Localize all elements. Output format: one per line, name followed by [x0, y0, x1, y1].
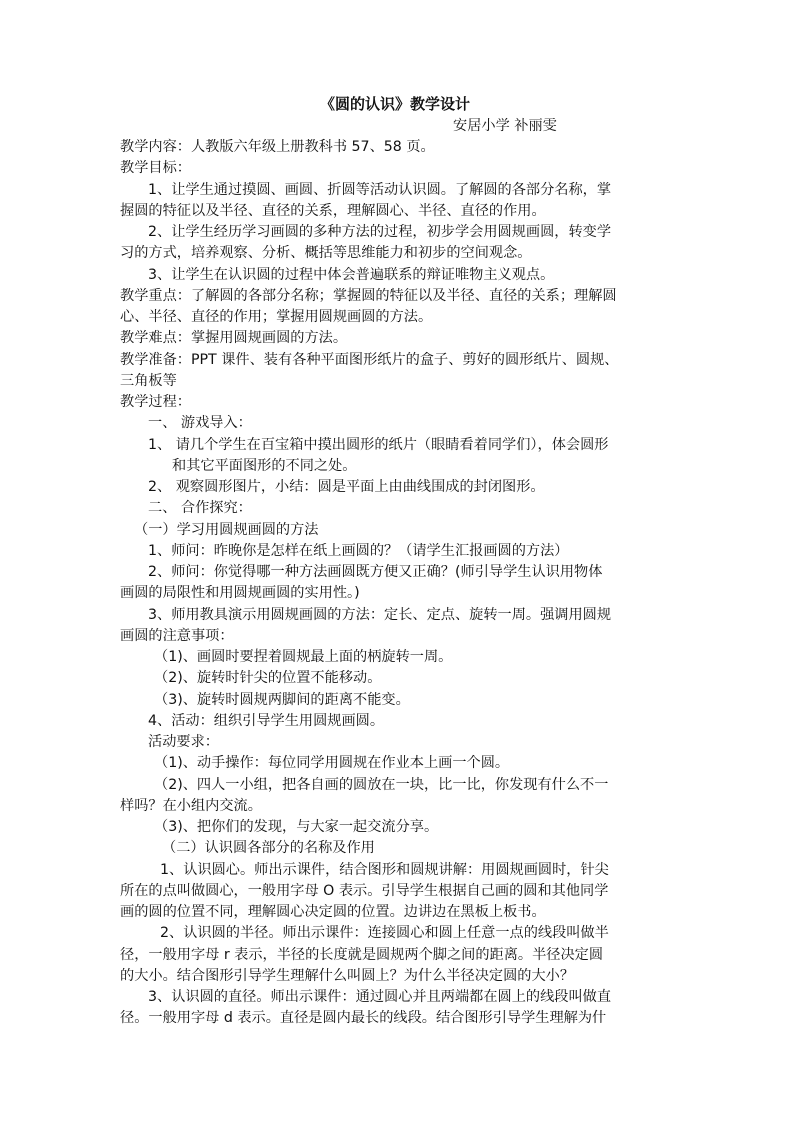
requirement-2-line-1: （2)、四人一小组，把各自画的圆放在一块，比一比，你发现有什么不一: [154, 777, 609, 793]
requirement-3: （3)、把你们的发现，与大家一起交流分享。: [154, 819, 439, 835]
goal-2-line-2: 习的方式，培养观察、分析、概括等思维能力和初步的空间观念。: [120, 245, 532, 261]
preparation-line-2: 三角板等: [120, 373, 177, 389]
note-1: （1)、画圆时要捏着圆规最上面的柄旋转一周。: [154, 649, 453, 665]
requirement-2-line-2: 样吗？在小组内交流。: [120, 798, 262, 814]
preparation-line-1: 教学准备：PPT 课件、装有各种平面图形纸片的盒子、剪好的圆形纸片、圆规、: [120, 352, 619, 368]
goal-3: 3、让学生在认识圆的过程中体会普遍联系的辩证唯物主义观点。: [148, 267, 555, 283]
activity-requirements-heading: 活动要求：: [148, 734, 219, 750]
part-1-item-2-line-1: 2、师问：你觉得哪一种方法画圆既方便又正确？(师引导学生认识用物体: [148, 564, 603, 580]
author-line: 安居小学 补丽雯: [453, 118, 557, 134]
part-1-item-2-line-2: 画圆的局限性和用圆规画圆的实用性。): [120, 585, 360, 601]
part-2-item-1-line-2: 所在的点叫做圆心，一般用字母 O 表示。引导学生根据自己画的圆和其他同学: [120, 883, 609, 899]
part-1-item-3-line-1: 3、师用教具演示用圆规画圆的方法：定长、定点、旋转一周。强调用圆规: [148, 607, 612, 623]
part-2-heading: （二）认识圆各部分的名称及作用: [162, 840, 375, 856]
section-1-heading: 一、 游戏导入：: [148, 415, 252, 431]
part-2-item-1-line-1: 1、认识圆心。师出示课件，结合图形和圆规讲解：用圆规画圆时，针尖: [160, 862, 609, 878]
part-2-item-3-line-1: 3、认识圆的直径。师出示课件：通过圆心并且两端都在圆上的线段叫做直: [148, 989, 612, 1005]
goal-1-line-2: 握圆的特征以及半径、直径的关系，理解圆心、半径、直径的作用。: [120, 203, 546, 219]
part-2-item-1-line-3: 画的圆的位置不同，理解圆心决定圆的位置。边讲边在黑板上板书。: [120, 904, 546, 920]
goals-heading: 教学目标：: [120, 160, 191, 176]
part-2-item-2-line-2: 径，一般用字母 r 表示，半径的长度就是圆规两个脚之间的距离。半径决定圆: [120, 947, 604, 963]
teaching-content: 教学内容：人教版六年级上册教科书 57、58 页。: [120, 139, 435, 155]
part-2-item-2-line-1: 2、认识圆的半径。师出示课件：连接圆心和圆上任意一点的线段叫做半: [160, 925, 609, 941]
part-1-item-4: 4、活动：组织引导学生用圆规画圆。: [148, 713, 385, 729]
key-points-line-2: 心、半径、直径的作用；掌握用圆规画圆的方法。: [120, 309, 433, 325]
part-2-item-3-line-2: 径。一般用字母 d 表示。直径是圆内最长的线段。结合图形引导学生理解为什: [120, 1010, 607, 1026]
section-1-item-1-line-1: 1、 请几个学生在百宝箱中摸出圆形的纸片（眼睛看着同学们），体会圆形: [148, 437, 609, 453]
document-title: 《圆的认识》教学设计: [320, 95, 471, 113]
note-2: （2)、旋转时针尖的位置不能移动。: [154, 670, 382, 686]
note-3: （3)、旋转时圆规两脚间的距离不能变。: [154, 692, 410, 708]
part-1-item-3-line-2: 画圆的注意事项：: [120, 628, 234, 644]
part-2-item-2-line-3: 的大小。结合图形引导学生理解什么叫圆上？为什么半径决定圆的大小？: [120, 968, 575, 984]
requirement-1: （1)、动手操作：每位同学用圆规在作业本上画一个圆。: [154, 755, 510, 771]
goal-1-line-1: 1、让学生通过摸圆、画圆、折圆等活动认识圆。了解圆的各部分名称，掌: [148, 182, 612, 198]
part-1-item-1: 1、师问：昨晚你是怎样在纸上画圆的？（请学生汇报画圆的方法）: [148, 543, 569, 559]
part-1-heading: （一）学习用圆规画圆的方法: [134, 522, 319, 538]
section-1-item-2: 2、 观察圆形图片，小结：圆是平面上由曲线围成的封闭图形。: [148, 479, 545, 495]
key-points-line-1: 教学重点：了解圆的各部分名称；掌握圆的特征以及半径、直径的关系；理解圆: [120, 288, 617, 304]
difficulty: 教学难点：掌握用圆规画圆的方法。: [120, 330, 348, 346]
goal-2-line-1: 2、让学生经历学习画圆的多种方法的过程，初步学会用圆规画圆，转变学: [148, 224, 612, 240]
process-heading: 教学过程：: [120, 394, 191, 410]
section-2-heading: 二、 合作探究：: [148, 500, 252, 516]
section-1-item-1-line-2: 和其它平面图形的不同之处。: [172, 458, 357, 474]
